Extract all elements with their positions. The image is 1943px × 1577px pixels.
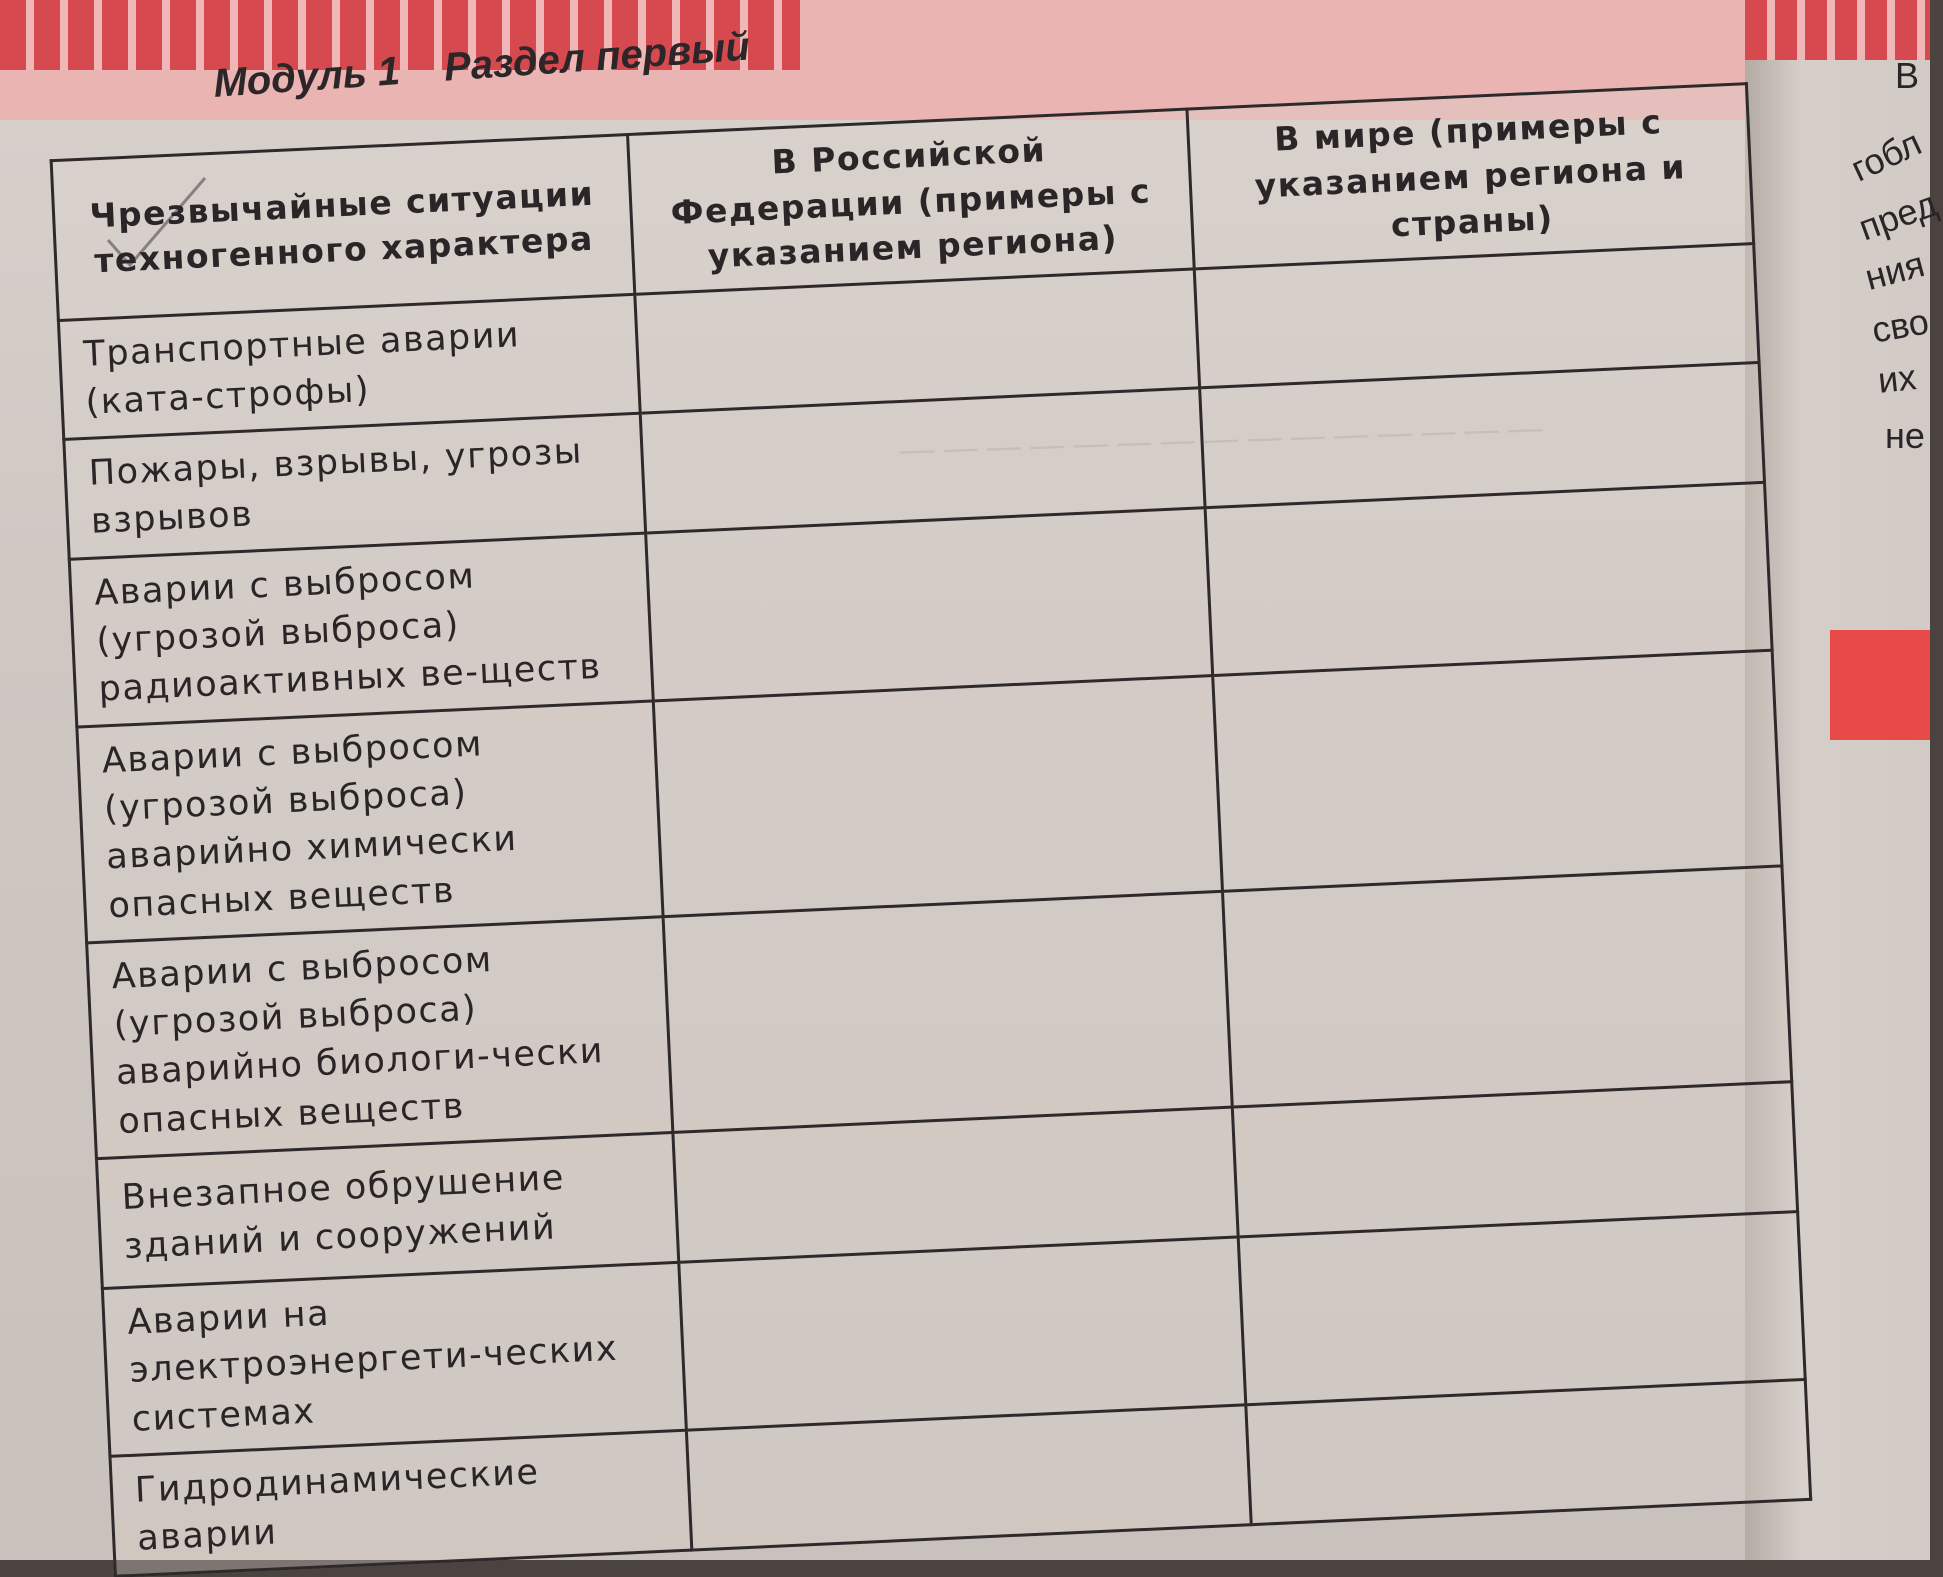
cell-world-biological[interactable] <box>1222 866 1791 1107</box>
side-text-6: не <box>1885 415 1925 456</box>
cell-world-collapse[interactable] <box>1232 1082 1797 1237</box>
side-text-1: гобл <box>1844 121 1928 190</box>
facing-page-red-marker <box>1830 630 1930 740</box>
cell-world-power-systems[interactable] <box>1238 1212 1805 1405</box>
side-text-2: пред <box>1853 182 1943 249</box>
row-label-radioactive: Аварии с выбросом (угрозой выброса) радиоактивных ве-ществ <box>69 533 653 727</box>
side-text-5: их <box>1875 356 1919 401</box>
module-number: Модуль 1 <box>212 48 402 106</box>
row-label-collapse: Внезапное обрушение зданий и сооружений <box>96 1133 678 1289</box>
side-text-0: В <box>1895 55 1920 96</box>
row-label-chemical: Аварии с выбросом (угрозой выброса) аварийно химически опасных веществ <box>77 701 663 943</box>
row-label-power-systems: Аварии на электроэнергети-ческих системах <box>102 1262 686 1456</box>
cell-russia-power-systems[interactable] <box>679 1237 1246 1430</box>
side-text-3: ния <box>1860 243 1929 299</box>
row-label-biological: Аварии с выбросом (угрозой выброса) аварийно биологи-чески опасных веществ <box>87 917 673 1159</box>
cell-russia-chemical[interactable] <box>653 675 1222 916</box>
row-label-fires: Пожары, взрывы, угрозы взрывов <box>64 413 646 559</box>
header-world: В мире (примеры с указанием региона и страны) <box>1187 84 1754 269</box>
cell-world-radioactive[interactable] <box>1205 482 1772 675</box>
cell-russia-biological[interactable] <box>663 891 1232 1132</box>
cell-russia-hydrodynamic[interactable] <box>686 1405 1251 1550</box>
section-title: Раздел первый <box>442 24 752 90</box>
cell-russia-radioactive[interactable] <box>646 507 1213 700</box>
cell-world-chemical[interactable] <box>1213 650 1782 891</box>
bleed-through-decoration: — — — — — — — — — — — — — — — <box>899 408 1543 470</box>
header-category: Чрезвычайные ситуации техногенного характера <box>51 135 635 321</box>
side-text-4: сво <box>1868 300 1932 351</box>
row-label-transport: Транспортные аварии (ката-строфы) <box>58 294 640 440</box>
row-label-hydrodynamic: Гидродинамические аварии <box>110 1430 692 1576</box>
cell-world-hydrodynamic[interactable] <box>1246 1379 1811 1524</box>
facing-page-stripes <box>1745 0 1930 60</box>
emergency-table <box>50 82 1813 1577</box>
cell-russia-collapse[interactable] <box>673 1107 1238 1262</box>
emergency-table-wrapper <box>50 82 1811 1559</box>
header-russia: В Российской Федерации (примеры с указанием региона) <box>628 109 1195 294</box>
